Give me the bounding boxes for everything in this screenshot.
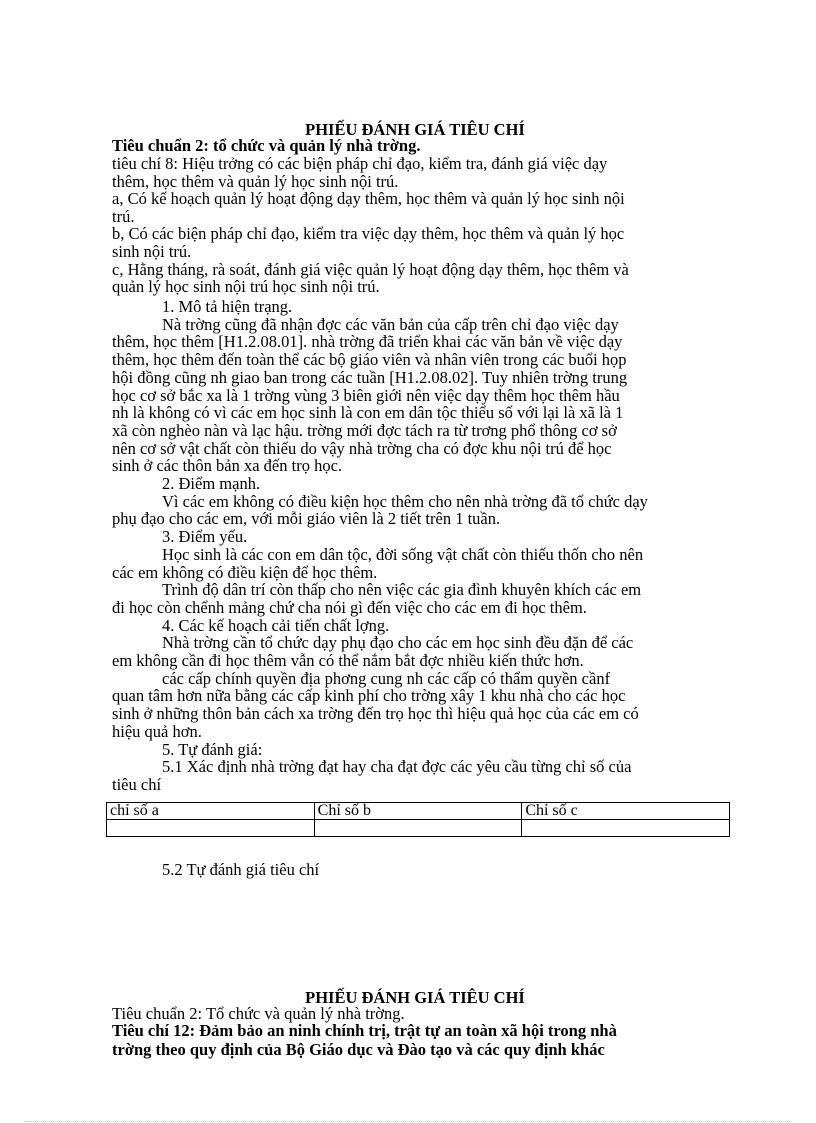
section1-title: PHIẾU ĐÁNH GIÁ TIÊU CHÍ [305, 120, 525, 139]
body-line: 5. Tự đánh giá: [162, 739, 263, 759]
body-line: thêm, học thêm đến toàn thể các bộ giáo viên và nhân viên trong các buổi họp [112, 350, 627, 370]
body-line: hiệu quả hơn. [112, 721, 202, 741]
body-line: Vì các em không có điều kiện học thêm cho nên nhà trờng đã tổ chức dạy [162, 491, 648, 511]
section2-criterion-line1: Tiêu chí 12: Đảm bảo an ninh chính trị, trật tự an toàn xã hội trong nhà [112, 1021, 617, 1040]
table-row [107, 820, 730, 837]
body-line: Nhà trờng cần tổ chức dạy phụ đạo cho các em học sinh đều đặn để các [162, 633, 634, 653]
body-line: nh là không có vì các em học sinh là con em dân tộc thiểu số với lại là xã là 1 [112, 403, 624, 423]
criteria-table [106, 802, 730, 837]
table-cell [314, 820, 522, 837]
table-header-cell: Chỉ số b [314, 803, 522, 820]
body-line: Nà trờng cũng đã nhận đợc các văn bản của cấp trên chỉ đạo việc dạy [162, 314, 619, 334]
body-line: quan tâm hơn nữa bằng các cấp kinh phí cho trờng xây 1 khu nhà cho các học [112, 686, 626, 706]
table-header-cell: Chỉ số c [522, 803, 730, 820]
body-line: phụ đạo cho các em, với mỗi giáo viên là 2 tiết trên 1 tuần. [112, 509, 501, 529]
criterion-line: trú. [112, 206, 135, 226]
body-line: Trình độ dân trí còn thấp cho nên việc các gia đình khuyên khích các em [162, 580, 642, 600]
body-line: Học sinh là các con em dân tộc, đời sống vật chất còn thiếu thốn cho nên [162, 544, 644, 564]
table-cell [107, 820, 315, 837]
table-header-cell: chỉ số a [107, 803, 315, 820]
body-line: 4. Các kế hoạch cải tiến chất lợng. [162, 615, 390, 635]
page-edge-divider [24, 1121, 792, 1122]
criterion-line: b, Có các biện pháp chỉ đạo, kiểm tra việc dạy thêm, học thêm và quản lý học [112, 224, 625, 244]
body-line: các em không có điều kiện để học thêm. [112, 562, 378, 582]
body-line: tiêu chí [112, 774, 162, 794]
body-line: em không cần đi học thêm vẫn có thể nắm bắt đợc nhiều kiến thức hơn. [112, 651, 584, 670]
body-line: 3. Điểm yếu. [162, 527, 248, 547]
section2-criterion-line2: trờng theo quy định của Bộ Giáo dục và Đào tạo và các quy định khác [112, 1040, 605, 1059]
criterion-line: tiêu chí 8: Hiệu trởng có các biện pháp chỉ đạo, kiểm tra, đánh giá việc dạy [112, 154, 608, 173]
criterion-line: a, Có kế hoạch quản lý hoạt động dạy thêm, học thêm và quản lý học sinh nội [112, 189, 625, 209]
body-line: thêm, học thêm [H1.2.08.01]. nhà trờng đã triển khai các văn bản về việc dạy [112, 332, 623, 352]
body-line: 1. Mô tả hiện trạng. [162, 297, 293, 316]
section2-title: PHIẾU ĐÁNH GIÁ TIÊU CHÍ [305, 988, 525, 1007]
section2-standard: Tiêu chuẩn 2: Tổ chức và quản lý nhà trờng. [112, 1004, 405, 1023]
table-header-row [107, 803, 730, 820]
body-line: sinh ở các thôn bản xa đến trọ học. [112, 456, 343, 476]
criterion-line: c, Hằng tháng, rà soát, đánh giá việc quản lý hoạt động dạy thêm, học thêm và [112, 259, 629, 279]
body-line: 2. Điểm mạnh. [162, 474, 261, 493]
body-line: nên cơ sở vật chất còn thiếu do vậy nhà trờng cha có đợc khu nội trú để học [112, 438, 612, 458]
body-line: các cấp chính quyền địa phơng cung nh các cấp có thẩm quyền cầnf [162, 668, 611, 688]
table-cell [522, 820, 730, 837]
section1-standard: Tiêu chuẩn 2: tổ chức và quản lý nhà trờng. [112, 136, 421, 155]
body-line: 5.1 Xác định nhà trờng đạt hay cha đạt đợc các yêu cầu từng chỉ số của [162, 757, 632, 777]
body-line: hội đồng cũng nh giao ban trong các tuần [H1.2.08.02]. Tuy nhiên trờng trung [112, 367, 628, 387]
criterion-line: thêm, học thêm và quản lý học sinh nội trú. [112, 171, 399, 191]
body-line: đi học còn chểnh mảng chứ cha nói gì đến việc cho các em đi học thêm. [112, 597, 587, 617]
body-line: xã còn nghèo nàn và lạc hậu. trờng mới đợc tách ra từ trơng phổ thông cơ sở [112, 420, 617, 440]
body-line: học cơ sở bắc xa là 1 trờng vùng 3 biên giới nên việc dạy thêm học thêm hầu [112, 385, 620, 405]
criterion-line: quản lý học sinh nội trú học sinh nội trú. [112, 277, 380, 297]
self-eval-heading: 5.2 Tự đánh giá tiêu chí [162, 860, 320, 879]
body-line: sinh ở những thôn bản cách xa trờng đến trọ học thì hiệu quả học của các em có [112, 704, 639, 724]
criterion-line: sinh nội trú. [112, 242, 192, 261]
